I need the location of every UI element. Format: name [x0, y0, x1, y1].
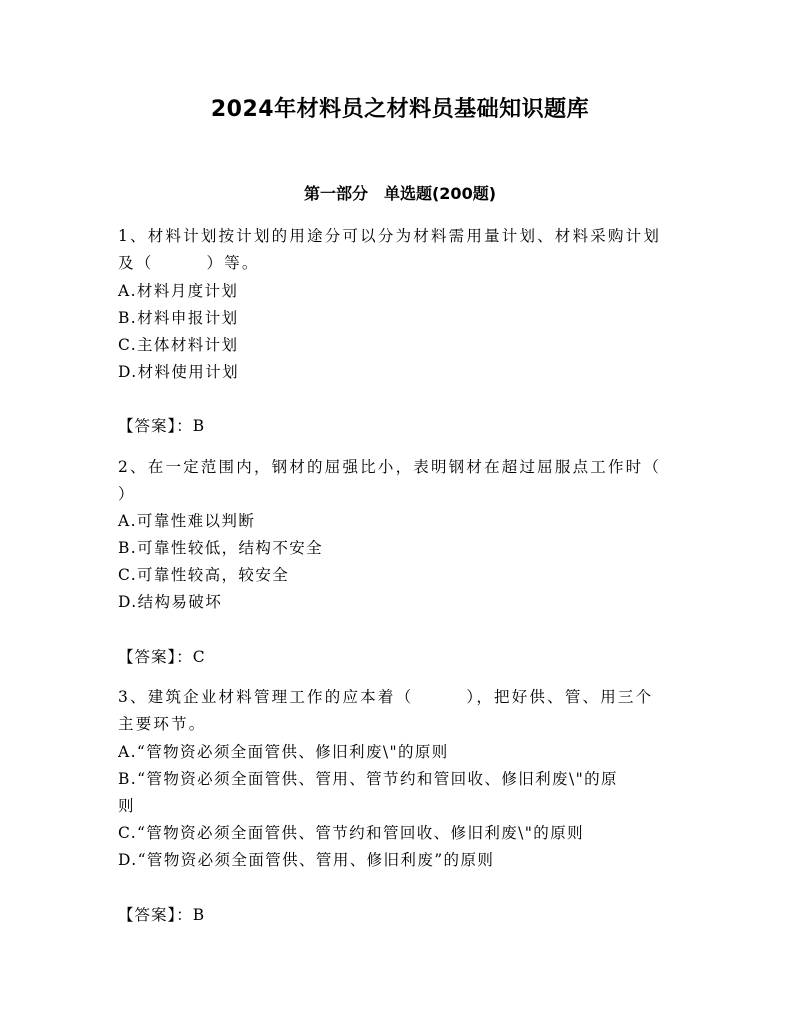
answer-value: B [192, 906, 206, 924]
answer-label: 【答案】： [118, 417, 193, 435]
question-3-option-d: D.“管物资必须全面管供、管用、修旧利废”的原则 [118, 851, 495, 869]
document-title: 2024年材料员之材料员基础知识题库 [210, 97, 590, 122]
question-3-option-b: B.“管物资必须全面管供、管用、管节约和管回收、修旧利废\"的原 [118, 770, 618, 788]
question-2-option-a: A.可靠性难以判断 [118, 512, 256, 530]
question-3-stem-line-2: 主要环节。 [118, 715, 207, 733]
answer-value: B [192, 417, 206, 435]
question-3-stem-line-1: 3、建筑企业材料管理工作的应本着（ ），把好供、管、用三个 [118, 688, 654, 706]
section-heading: 第一部分 单选题(200题) [303, 184, 497, 203]
question-1-option-b: B.材料申报计划 [118, 309, 239, 327]
question-2-stem-line-2: ） [118, 485, 136, 503]
question-1-answer [118, 413, 688, 439]
answer-label: 【答案】： [118, 906, 193, 924]
question-3-option-a: A.“管物资必须全面管供、修旧利废\"的原则 [118, 743, 449, 761]
question-1-stem-line-2: 及（ ）等。 [118, 254, 260, 272]
question-1-option-c: C.主体材料计划 [118, 336, 239, 354]
answer-value: C [192, 648, 206, 666]
question-2-option-b: B.可靠性较低，结构不安全 [118, 539, 324, 557]
question-3-answer [118, 902, 688, 928]
question-3-option-c: C.“管物资必须全面管供、管节约和管回收、修旧利废\"的原则 [118, 824, 585, 842]
question-1-option-a: A.材料月度计划 [118, 282, 239, 300]
question-3-option-b-wrap: 则 [118, 797, 135, 815]
question-2-option-c: C.可靠性较高，较安全 [118, 566, 290, 584]
answer-label: 【答案】： [118, 648, 193, 666]
question-1-stem-line-1: 1、材料计划按计划的用途分可以分为材料需用量计划、材料采购计划 [118, 227, 662, 245]
question-2-option-d: D.结构易破坏 [118, 593, 223, 611]
question-1-option-d: D.材料使用计划 [118, 363, 240, 381]
question-2-answer [118, 644, 688, 670]
question-2-stem-line-1: 2、在一定范围内，钢材的屈强比小，表明钢材在超过屈服点工作时（ [118, 458, 662, 476]
